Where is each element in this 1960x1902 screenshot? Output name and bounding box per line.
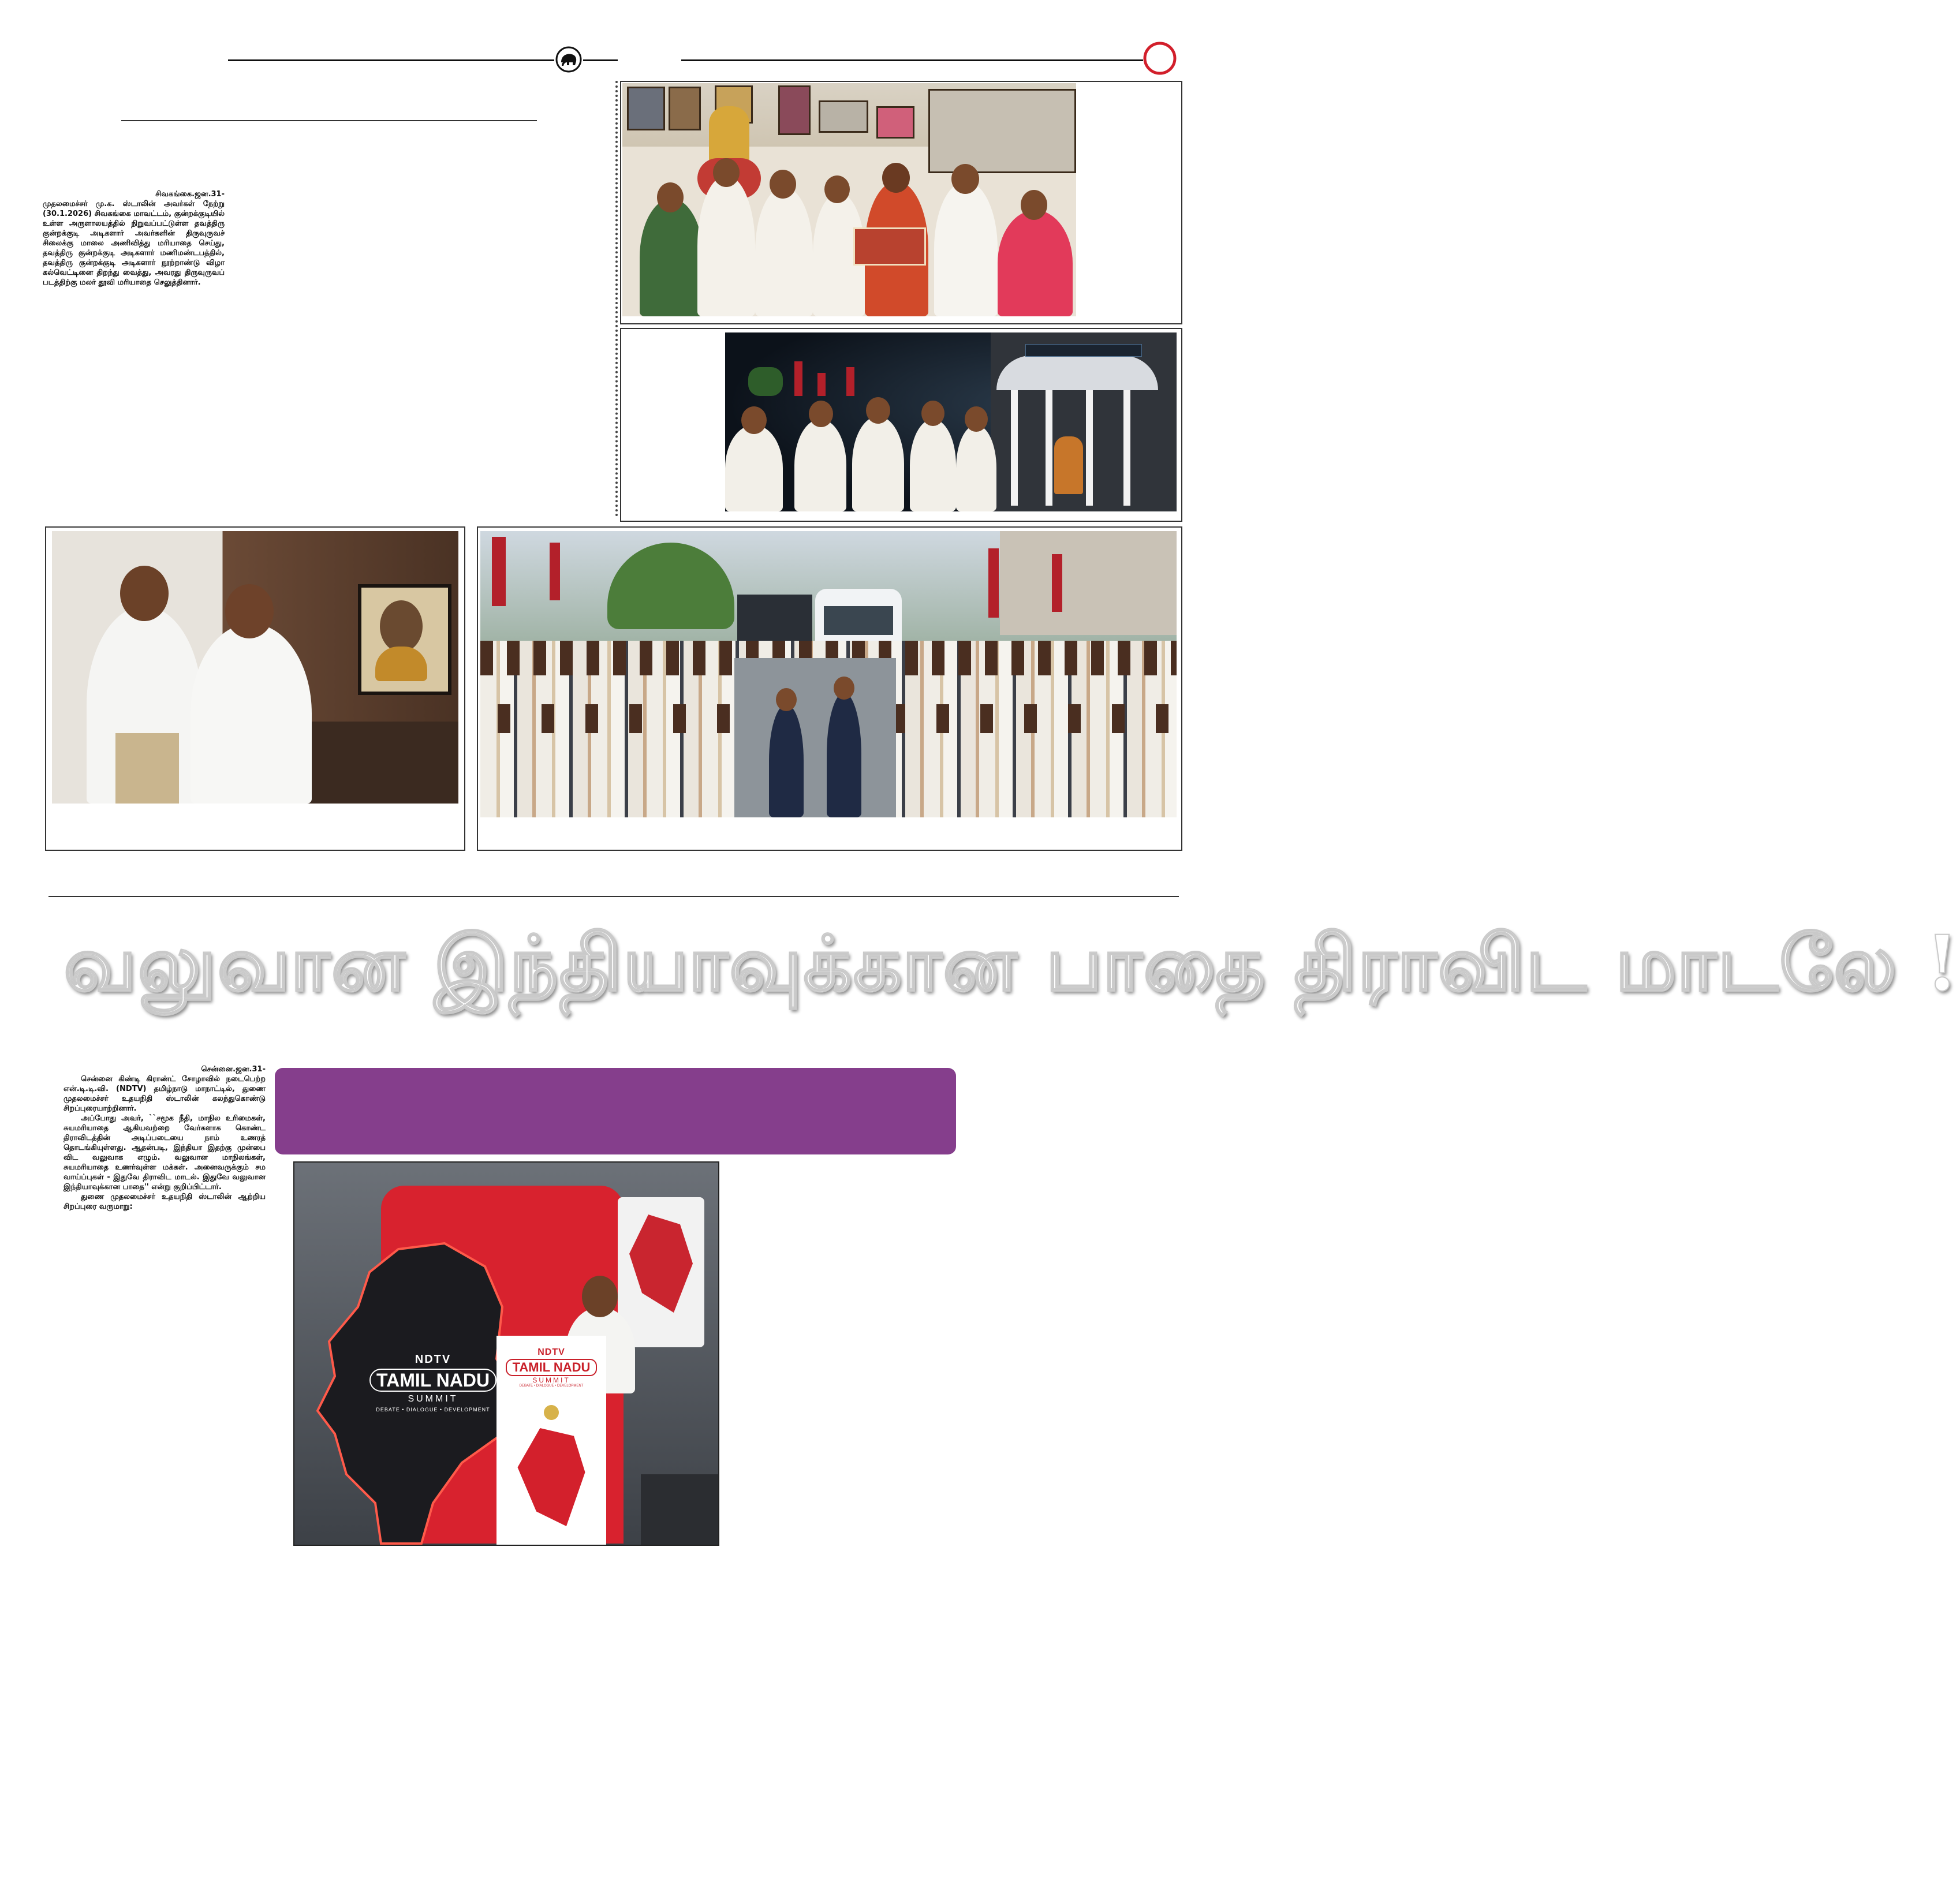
photo-statue-tribute (622, 83, 1076, 316)
main-headline: வலுவான இந்தியாவுக்கான பாதை திராவிட மாடலே ! (64, 919, 1960, 1008)
purple-banner (275, 1068, 956, 1154)
podium-brand: NDTV (537, 1347, 565, 1357)
header-rule-right (681, 59, 1143, 61)
photo-handshake (52, 531, 458, 804)
story1-heading-rule (121, 120, 537, 121)
podium-tagline: DEBATE • DIALOGUE • DEVELOPMENT (519, 1384, 584, 1388)
backdrop-brand: NDTV (415, 1353, 451, 1366)
story2-para2: அப்போது அவர், ``சமூக நீதி, மாநில உரிமைகள், சுயமரியாதை ஆகியவற்றை வேர்களாக கொண்ட திராவிடத்தின் அடிப்படையை நாம் உணரத் தொடங்கியுள்ளது. ஆதன்படி, இந்தியா இதற்கு முன்பை விட வலுவாக எழும். வலுவான மாநிலங்கள், சுயமரியாதை உணர்வுள்ள மக்கள். அனைவருக்கும் சம வாய்ப்புகள் - இதுவே திராவிட மாடல். இதுவே வலுவான இந்தியாவுக்கான பாதை'' என்று குறிப்பிட்டார். (64, 1114, 266, 1191)
story2-dateline: சென்னை.ஜன.31- (201, 1065, 266, 1074)
story1-text (43, 189, 225, 287)
photo-ndtv-summit (293, 1161, 719, 1546)
backdrop-tagline: DEBATE • DIALOGUE • DEVELOPMENT (376, 1407, 490, 1413)
story2-text (64, 1064, 266, 1212)
section-divider (48, 896, 1179, 897)
story1-body: முதலமைச்சர் மு.க. ஸ்டாலின் அவர்கள் நேற்று (30.1.2026) சிவகங்கை மாவட்டம், குன்றக்குடியில் உள்ள அருளாலயத்தில் நிறுவப்பட்டுள்ள தவத்திரு குன்றக்குடி அடிகளார் அவர்களின் திருவுருவச் சிலைக்கு மாலை அணிவித்து மரியாதை செய்து, தவத்திரு குன்றக்குடி அடிகளார் மணிமண்டபத்தில், தவத்திரு குன்றக்குடி அடிகளார் நூற்றாண்டு விழா கல்வெட்டினை திறந்து வைத்து, அவரது திருவுருவப் படத்திற்கு மலர் தூவி மரியாதை செலுத்தினார். (43, 200, 225, 287)
backdrop-title: TAMIL NADU (369, 1369, 496, 1392)
header-rule-mid (583, 59, 618, 61)
story1-dateline: சிவகங்கை.ஜன.31- (155, 190, 225, 199)
elephant-emblem-icon (555, 46, 582, 73)
story2-para1: சென்னை கிண்டி கிராண்ட் சோழாவில் நடைபெற்ற என்.டி.டி.வி. (NDTV) தமிழ்நாடு மாநாட்டில், துணை முதலமைச்சர் உதயநிதி ஸ்டாலின் கலந்துகொண்டு சிறப்புரையாற்றினார். (64, 1075, 266, 1113)
podium-title: TAMIL NADU (506, 1359, 597, 1376)
podium-seal-icon (544, 1405, 559, 1420)
podium-sub: SUMMIT (532, 1376, 570, 1384)
column-separator (615, 81, 618, 517)
photo-memorial-night (725, 332, 1177, 511)
photo-crowd-welcome (480, 531, 1177, 817)
header-rule-left (228, 59, 554, 61)
red-circle-badge-icon (1143, 42, 1177, 75)
backdrop-sub: SUMMIT (408, 1394, 458, 1404)
story2-para3: துணை முதலமைச்சர் உதயநிதி ஸ்டாலின் ஆற்றிய சிறப்புரை வருமாறு: (64, 1193, 266, 1211)
